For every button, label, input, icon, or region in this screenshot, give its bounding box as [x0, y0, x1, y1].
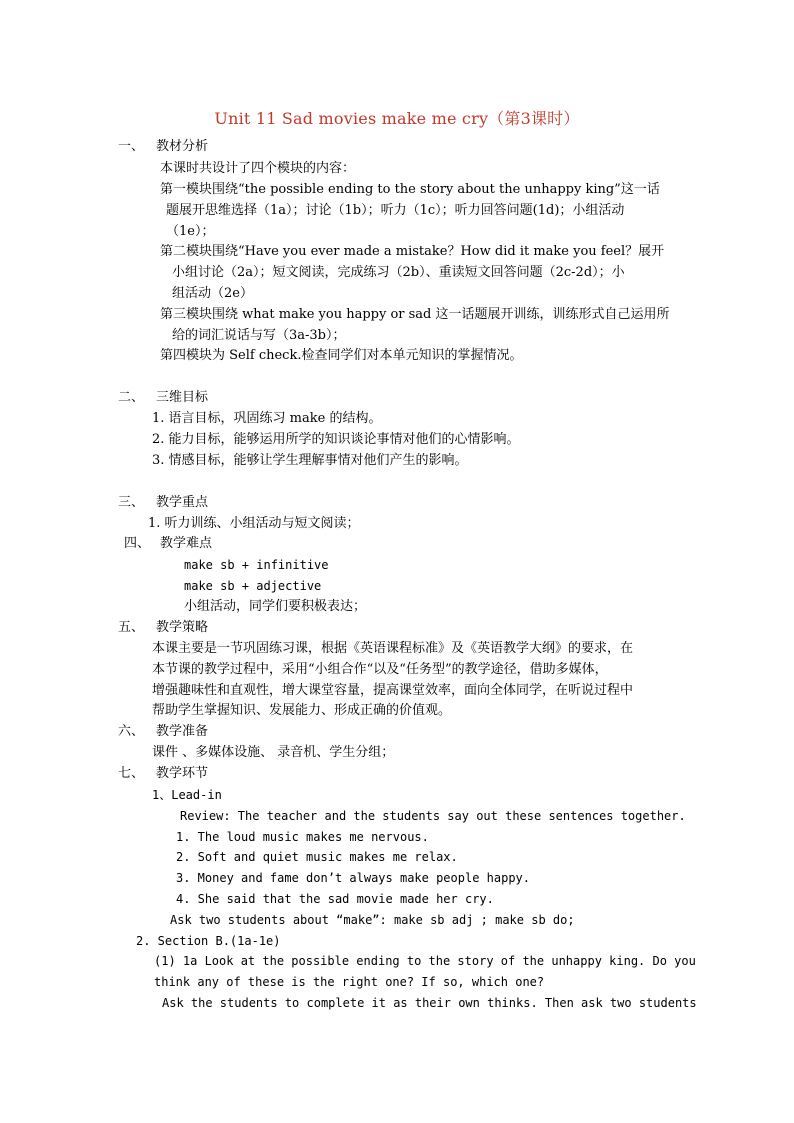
section-4-heading: 教学难点: [160, 536, 213, 551]
section-2-number: 二、: [118, 390, 145, 405]
section-2-heading: 三维目标: [156, 390, 209, 405]
section-4-number: 四、: [124, 536, 151, 551]
section-7-line: 1. The loud music makes me nervous.: [176, 830, 429, 844]
section-5-number: 五、: [118, 620, 145, 635]
section-5-line: 本课主要是一节巩固练习课，根据《英语课程标准》及《英语教学大纲》的要求，在: [152, 641, 634, 656]
section-6-line: 课件 、多媒体设施、 录音机、学生分组；: [152, 745, 395, 760]
section-4-line: 小组活动，同学们要积极表达；: [184, 599, 367, 614]
section-4-line: make sb + adjective: [184, 579, 322, 593]
section-1-line: 第三模块围绕 what make you happy or sad 这一话题展开训练，训练形式自己运用所: [160, 307, 670, 322]
section-2-line: 1. 语言目标，巩固练习 make 的结构。: [152, 411, 382, 426]
section-7-line: think any of these is the right one? If so, which one?: [154, 975, 545, 989]
section-7-line: 4. She said that the sad movie made her cry.: [176, 892, 494, 906]
section-5-line: 帮助学生掌握知识、发展能力、形成正确的价值观。: [152, 703, 452, 718]
section-1-line: 本课时共设计了四个模块的内容：: [160, 161, 356, 176]
section-5-line: 本节课的教学过程中，采用“小组合作“以及“任务型”的教学途径，借助多媒体，: [152, 662, 608, 677]
section-1-line: 第一模块围绕“the possible ending to the story about the unhappy king”这一话: [160, 182, 660, 197]
section-7-line: 2. Section B.(1a-1e): [136, 934, 281, 948]
section-2-line: 2. 能力目标，能够运用所学的知识谈论事情对他们的心情影响。: [152, 432, 520, 447]
section-1-line: 第二模块围绕“Have you ever made a mistake？How did it make you feel？展开: [160, 244, 665, 259]
section-7-line: 1、Lead-in: [152, 788, 222, 802]
section-4-line: make sb + infinitive: [184, 558, 329, 572]
section-1-line: 第四模块为 Self check.检查同学们对本单元知识的掌握情况。: [160, 348, 523, 363]
section-5-line: 增强趣味性和直观性，增大课堂容量，提高课堂效率，面向全体同学，在听说过程中: [152, 683, 634, 698]
section-5-heading: 教学策略: [156, 620, 209, 635]
section-1-line: 给的词汇说话与写（3a-3b）；: [172, 328, 346, 343]
section-6-number: 六、: [118, 724, 145, 739]
section-3-heading: 教学重点: [156, 495, 209, 510]
section-7-number: 七、: [118, 766, 145, 781]
section-1-line: （1e）；: [166, 224, 215, 239]
section-1-line: 题展开思维选择（1a）；讨论（1b）；听力（1c）；听力回答问题(1d)；小组活动: [166, 203, 625, 218]
section-7-line: Ask two students about “make”: make sb adj ; make sb do;: [170, 913, 575, 927]
section-1-line: 小组讨论（2a）；短文阅读，完成练习（2b）、重读短文回答问题（2c-2d）；小: [172, 265, 625, 280]
section-1-line: 组活动（2e）: [172, 286, 253, 301]
section-1-number: 一、: [118, 139, 145, 154]
section-7-line: 3. Money and fame don’t always make people happy.: [176, 871, 531, 885]
section-7-line: Ask the students to complete it as their own thinks. Then ask two students: [162, 996, 697, 1010]
section-3-line: 1. 听力训练、小组活动与短文阅读；: [148, 516, 360, 531]
section-7-line: (1) 1a Look at the possible ending to the story of the unhappy king. Do you: [154, 954, 696, 968]
section-7-heading: 教学环节: [156, 766, 209, 781]
section-3-number: 三、: [118, 495, 145, 510]
section-7-line: 2. Soft and quiet music makes me relax.: [176, 850, 458, 864]
document-title: Unit 11 Sad movies make me cry（第3课时）: [214, 109, 580, 128]
section-6-heading: 教学准备: [156, 724, 209, 739]
section-2-line: 3. 情感目标，能够让学生理解事情对他们产生的影响。: [152, 453, 468, 468]
section-7-line: Review: The teacher and the students say out these sentences together.: [180, 809, 686, 823]
section-1-heading: 教材分析: [156, 139, 209, 154]
